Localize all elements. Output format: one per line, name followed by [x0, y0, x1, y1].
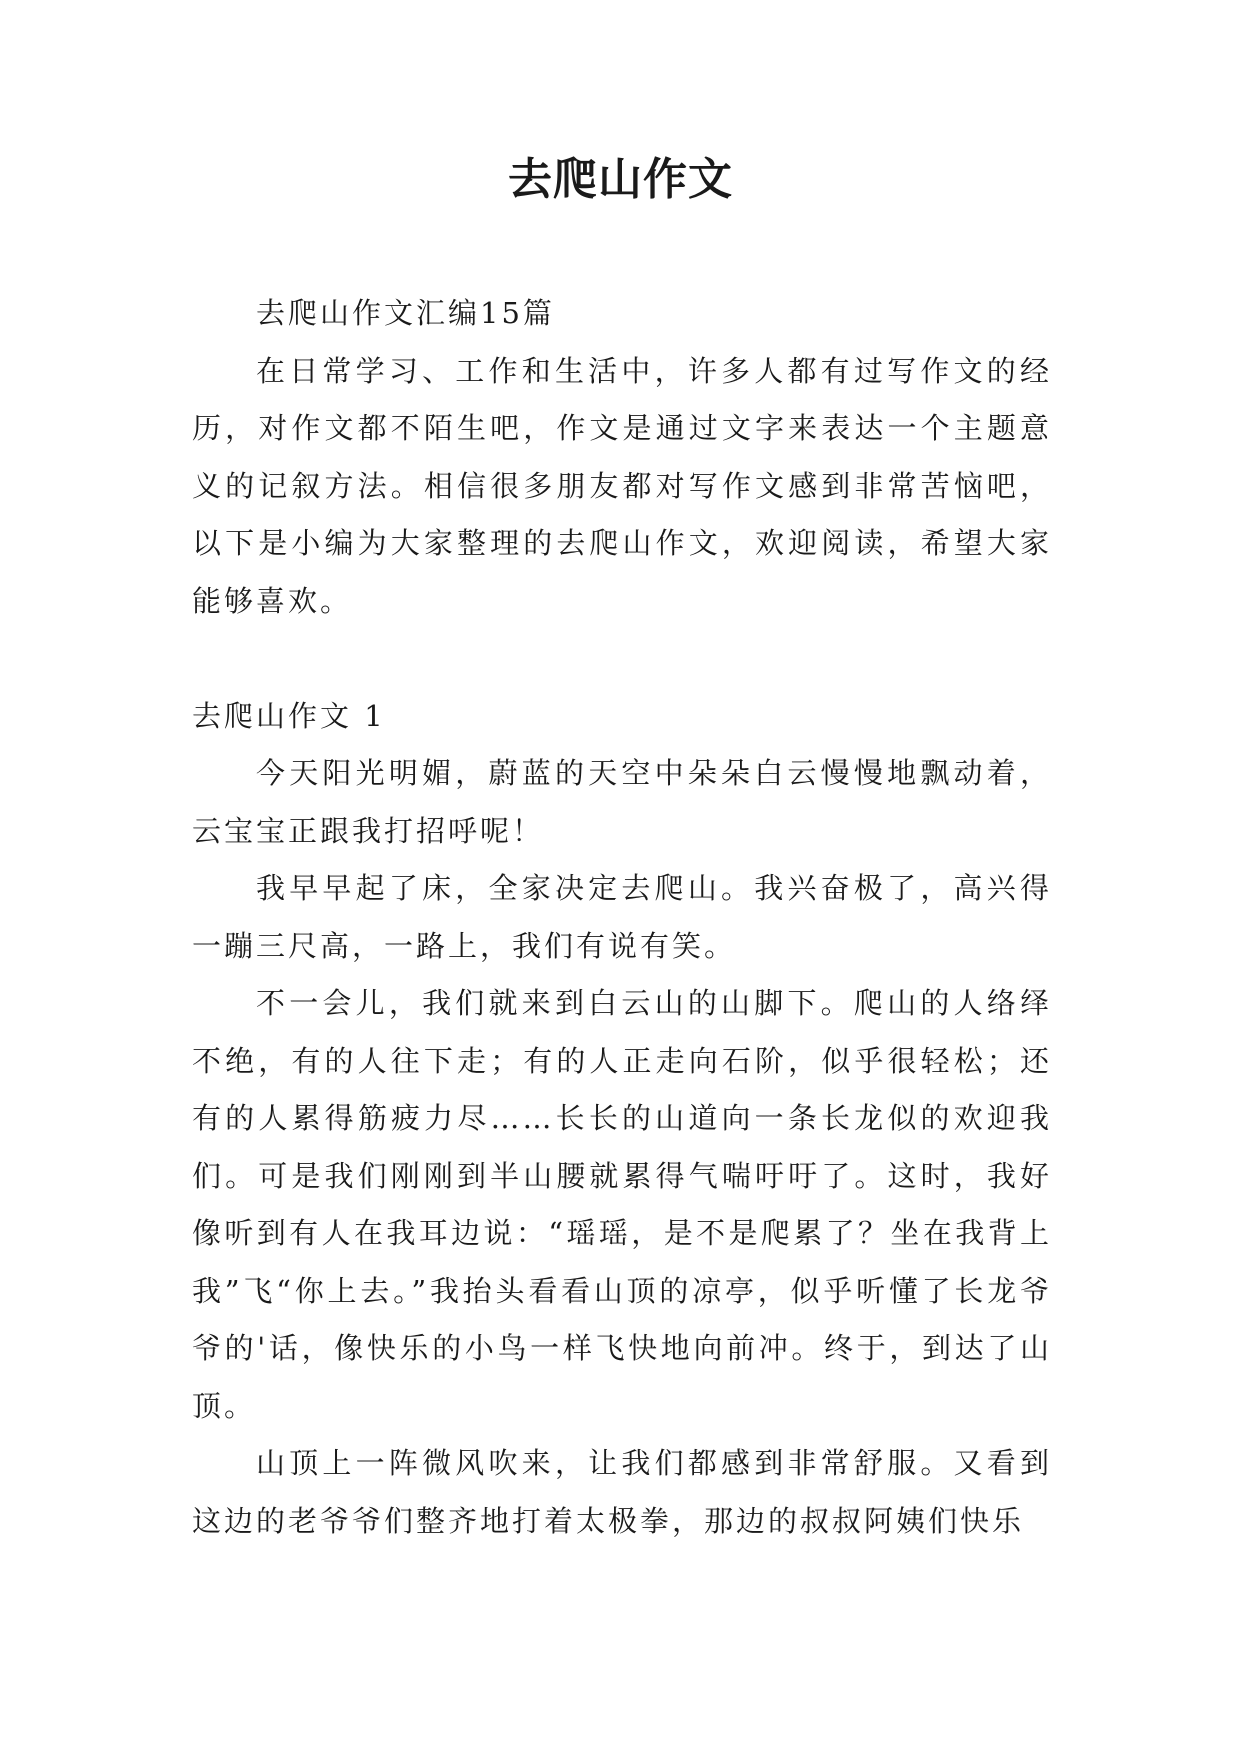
body-paragraph-4: 山顶上一阵微风吹来，让我们都感到非常舒服。又看到这边的老爷爷们整齐地打着太极拳，那边的叔叔阿姨们快乐 [192, 1446, 1052, 1538]
document-body [192, 285, 1052, 1550]
intro-heading: 去爬山作文汇编15篇 [256, 296, 555, 330]
paragraph-spacer [192, 630, 1052, 688]
section-heading: 去爬山作文 1 [192, 698, 386, 733]
body-paragraph-3: 不一会儿，我们就来到白云山的山脚下。爬山的人络绎不绝，有的人往下走；有的人正走向石阶，似乎很轻松；还有的人累得筋疲力尽……长长的山道向一条长龙似的欢迎我们。可是我们刚刚到半山腰就累得气喘吁吁了。这时，我好像听到有人在我耳边说：“瑶瑶，是不是爬累了？坐在我背上我”飞“你上去。”我抬头看看山顶的凉亭，似乎听懂了长龙爷爷的'话，像快乐的小鸟一样飞快地向前冲。终于，到达了山顶。 [192, 986, 1052, 1423]
body-paragraph-1: 今天阳光明媚，蔚蓝的天空中朵朵白云慢慢地飘动着，云宝宝正跟我打招呼呢！ [192, 756, 1052, 848]
intro-paragraph: 在日常学习、工作和生活中，许多人都有过写作文的经历，对作文都不陌生吧，作文是通过文字来表达一个主题意义的记叙方法。相信很多朋友都对写作文感到非常苦恼吧，以下是小编为大家整理的去爬山作文，欢迎阅读，希望大家能够喜欢。 [192, 353, 1052, 618]
document-title: 去爬山作文 [508, 154, 733, 205]
body-paragraph-2: 我早早起了床，全家决定去爬山。我兴奋极了，高兴得一蹦三尺高，一路上，我们有说有笑。 [192, 871, 1052, 963]
